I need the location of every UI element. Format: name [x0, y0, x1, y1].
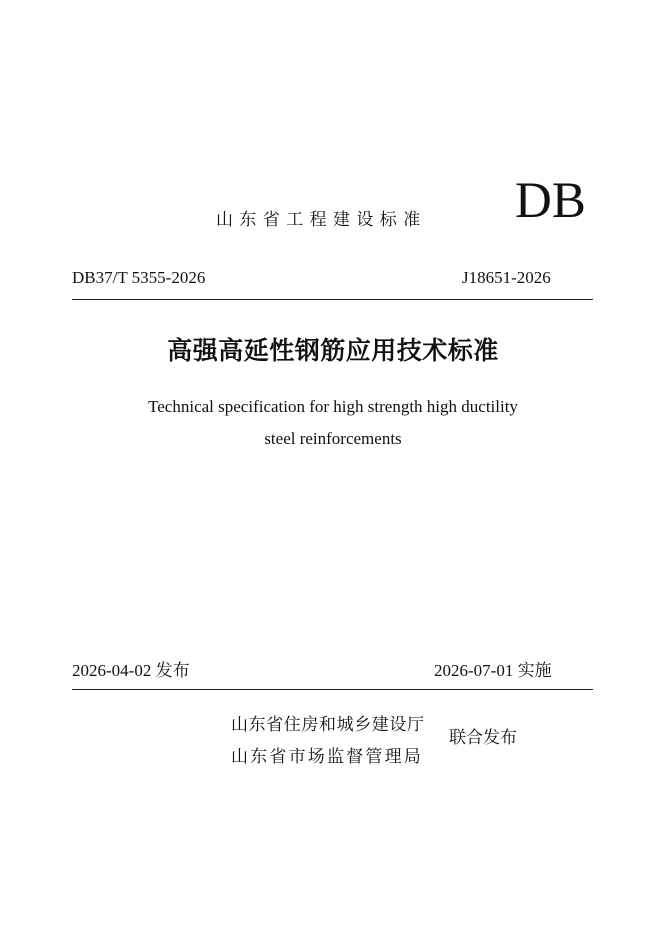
document-title-en-line1: Technical specification for high strength high ductility	[148, 397, 518, 416]
implementation-date: 2026-07-01 实施	[434, 661, 552, 680]
joint-release-label: 联合发布	[449, 728, 517, 748]
top-divider	[72, 299, 593, 300]
document-title-cn: 高强高延性钢筋应用技术标准	[167, 336, 499, 365]
issuer-housing-department: 山东省住房和城乡建设厅	[231, 715, 425, 735]
standard-type-label: 山东省工程建设标准	[216, 210, 427, 230]
standard-number: DB37/T 5355-2026	[72, 268, 206, 287]
issue-date: 2026-04-02 发布	[72, 661, 190, 680]
issuer-market-regulation: 山东省市场监督管理局	[231, 747, 423, 767]
bottom-divider	[72, 689, 593, 690]
document-title-en-line2: steel reinforcements	[264, 429, 402, 448]
record-number: J18651-2026	[462, 268, 551, 287]
db-mark: DB	[515, 173, 586, 229]
